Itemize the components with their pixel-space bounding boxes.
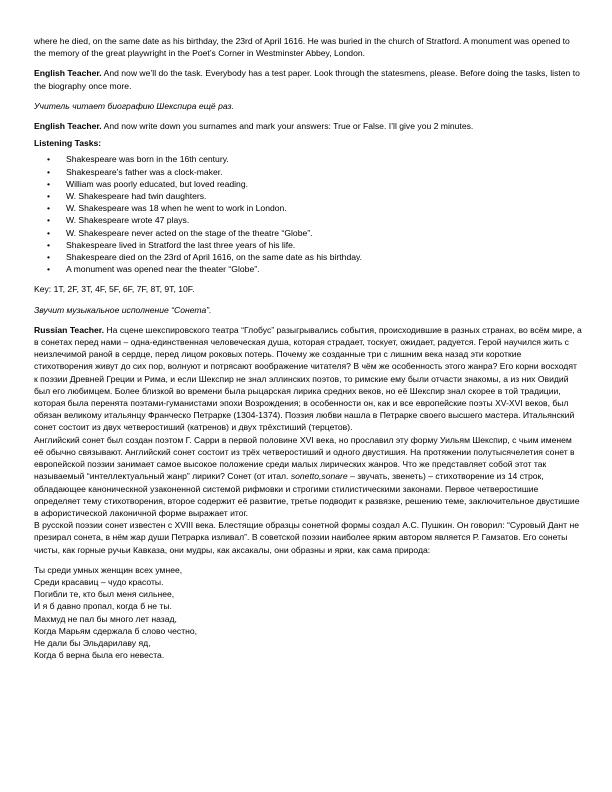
russian-teacher-paragraph-3: В русской поэзии сонет известен с XVIII века. Блестящие образцы сонетной формы создал А.С. Пушкин. Он говорил: “Суровый Дант не презирал сонета, в нём жар души Петрарка изливал”. В советской поэзии наиболее ярким автором является Р. Гамзатов. Его сонеты чисты, как горные ручьи Кавказа, они мудры, как аксакалы, они образны и ярки, как сама природа: bbox=[34, 520, 579, 555]
english-teacher-line-2 bbox=[34, 120, 582, 132]
speaker-label: English Teacher. bbox=[34, 121, 102, 132]
task-item: • W. Shakespeare wrote 47 plays. bbox=[34, 214, 582, 226]
task-item: • A monument was opened near the theater “Globe”. bbox=[34, 263, 582, 275]
gamzatov-poem bbox=[34, 564, 582, 662]
speech-text: And now write down you surnames and mark your answers: True or False. I’ll give you 2 minutes. bbox=[101, 121, 474, 132]
italian-etymology: sonetto,sonare bbox=[290, 471, 348, 482]
listening-tasks-heading: Listening Tasks: bbox=[34, 138, 102, 149]
task-item: • William was poorly educated, but loved reading. bbox=[34, 178, 582, 190]
task-item: • Shakespeare lived in Stratford the last three years of his life. bbox=[34, 239, 582, 251]
task-item: • Shakespeare died on the 23rd of April 1616, on the same date as his birthday. bbox=[34, 251, 582, 263]
stage-direction-reread: Учитель читает биографию Шекспира ещё раз. bbox=[34, 100, 234, 111]
poem-line: Когда Марьям сдержала б слово честно, bbox=[34, 625, 198, 636]
poem-line: Когда б верна была его невеста. bbox=[34, 650, 165, 661]
task-item: • W. Shakespeare had twin daughters. bbox=[34, 190, 582, 202]
document-page bbox=[34, 35, 582, 661]
listening-task-list bbox=[34, 153, 582, 275]
poem-line: И я б давно пропал, когда б не ты. bbox=[34, 601, 172, 612]
russian-teacher-paragraph-2: Английский сонет был создан поэтом Г. Сарри в первой половине XVI века, но прославил эту форму Уильям Шекспир, с чьим именем её обычно связывают. Английский сонет состоит из трёх четверостиший и одного двустишия. На протяжении полутысячелетия сонет в европейской поэзии занимает самое высокое положение среди малых лирических жанров. Что же представляет собой этот так называемый “интеллектуальный жанр” лирики? Сонет (от итал. sonetto,sonare – звучать, звенеть) – стихотворение из 14 строк, обладающее каноническной узаконенной системой рифмовки и строгими стилистическими законами. Первое четверостишие определяет тему стихотворения, второе содержит её развитие, третье подводит к развязке, решению теме, заключительное двустишие в афористической лаконичной форме выражает итог. bbox=[34, 434, 580, 518]
task-item: • Shakespeare’s father was a clock-maker. bbox=[34, 166, 582, 178]
poem-line: Махмуд не пал бы много лет назад, bbox=[34, 613, 177, 624]
answer-key: Key: 1T, 2F, 3T, 4F, 5F, 6F, 7F, 8T, 9T, 10F. bbox=[34, 284, 195, 295]
poem-line: Ты среди умных женщин всех умнее, bbox=[34, 564, 183, 575]
russian-teacher-paragraph-1 bbox=[34, 324, 582, 434]
speech-text: And now we’ll do the task. Everybody has a test paper. Look through the statesmens, please. Before doing the tasks, listen to the biography once more. bbox=[34, 68, 580, 91]
stage-direction-music: Звучит музыкальное исполнение “Сонета”. bbox=[34, 304, 212, 315]
poem-line: Не дали бы Эльдарилаву яд, bbox=[34, 637, 151, 648]
poem-line: Погибли те, кто был меня сильнее, bbox=[34, 589, 175, 600]
speaker-label: English Teacher. bbox=[34, 68, 102, 79]
english-teacher-line-1 bbox=[34, 67, 582, 91]
task-item: • Shakespeare was born in the 16th century. bbox=[34, 153, 582, 165]
speaker-label: Russian Teacher. bbox=[34, 324, 105, 335]
speech-text: На сцене шекспировского театра “Глобус” разыгрывались события, происходившие в разных странах, во всём мире, а в сонетах перед нами – одна-единственная человеческая душа, которая страдает, тоскует, ожидает, радуется. Герой научился жить с неизлечимой раной в сердце, перед лицом роковых потерь. Почему же созданные три с лишним века назад эти короткие стихотворения живут до сих пор, волнуют и потрясают воображение читателя? В чём же особенность этого жанра? Его корни восходят к поэзии Древней Греции и Рима, и если Шекспир не знал эллинских поэтов, то римские ему были отчасти знакомы, а из них Овидий был его любимцем. Более близкой во времени была рыцарская лирика средних веков, но её Шекспир знал скорее в той традиции, которая была перенята поэтами-гуманистами эпохи Возрождения; в особенности он, как и все европейские поэты XV-XVI веков, был обязан великому итальянцу Франческо Петрарке (1304-1374). Поэзия любви нашла в Петрарке своего высшего мастера. Итальянский сонет состоит из двух четверостиший (катренов) и двух трёхстиший (терцетов). bbox=[34, 324, 582, 433]
biography-ending: where he died, on the same date as his birthday, the 23rd of April 1616. He was buried in the church of Stratford. A monument was opened to the memory of the great playwright in the Poet’s Corner in Westminster Abbey, London. bbox=[34, 36, 570, 59]
poem-line: Среди красавиц – чудо красоты. bbox=[34, 576, 164, 587]
task-item: • W. Shakespeare was 18 when he went to work in London. bbox=[34, 202, 582, 214]
task-item: • W. Shakespeare never acted on the stage of the theatre “Globe”. bbox=[34, 227, 582, 239]
